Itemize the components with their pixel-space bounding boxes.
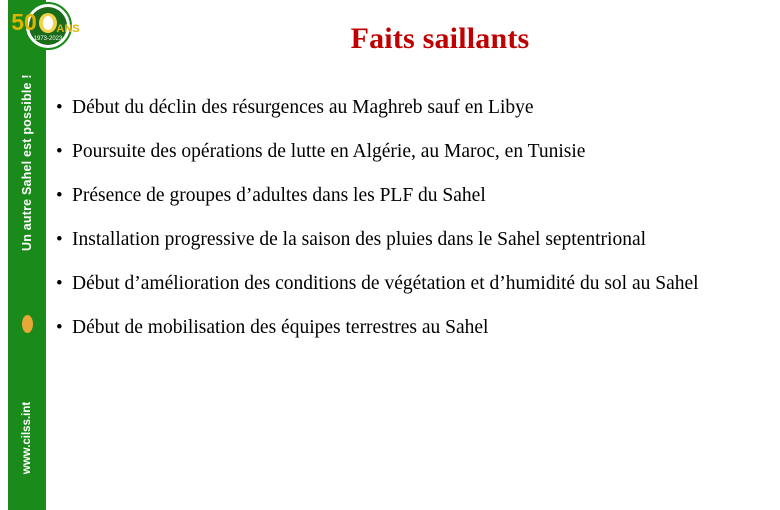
bullet-marker-icon: • bbox=[56, 317, 63, 338]
slide-title: Faits saillants bbox=[350, 22, 530, 55]
sidebar-slogan: Un autre Sahel est possible ! bbox=[20, 74, 34, 251]
list-item-text: Installation progressive de la saison des pluies dans le Sahel septentrional bbox=[72, 229, 647, 250]
bullet-marker-icon: • bbox=[56, 185, 63, 206]
bullet-marker-icon: • bbox=[56, 273, 63, 294]
bullet-marker-icon: • bbox=[56, 141, 63, 162]
bullet-list bbox=[56, 94, 772, 358]
list-item-text: Début du déclin des résurgences au Maghreb sauf en Libye bbox=[72, 97, 534, 118]
left-sidebar bbox=[8, 0, 46, 510]
bullet-marker-icon: • bbox=[56, 229, 63, 250]
list-item-text: Début d’amélioration des conditions de végétation et d’humidité du sol au Sahel bbox=[72, 273, 699, 294]
anniversary-logo-icon bbox=[10, 2, 90, 54]
list-item bbox=[56, 270, 772, 297]
svg-text:ANS: ANS bbox=[56, 23, 80, 35]
list-item-text: Présence de groupes d’adultes dans les PLF du Sahel bbox=[72, 185, 486, 206]
sidebar-website: www.cilss.int bbox=[21, 401, 33, 475]
list-item-text: Poursuite des opérations de lutte en Algérie, au Maroc, en Tunisie bbox=[72, 141, 586, 162]
sidebar-dot-icon bbox=[22, 315, 33, 333]
svg-text:50: 50 bbox=[11, 9, 37, 35]
bullet-marker-icon: • bbox=[56, 97, 63, 118]
list-item-text: Début de mobilisation des équipes terrestres au Sahel bbox=[72, 317, 489, 338]
list-item bbox=[56, 138, 772, 165]
list-item bbox=[56, 226, 772, 253]
svg-text:1973-2023: 1973-2023 bbox=[33, 36, 63, 42]
list-item bbox=[56, 182, 772, 209]
list-item bbox=[56, 314, 772, 341]
list-item bbox=[56, 94, 772, 121]
